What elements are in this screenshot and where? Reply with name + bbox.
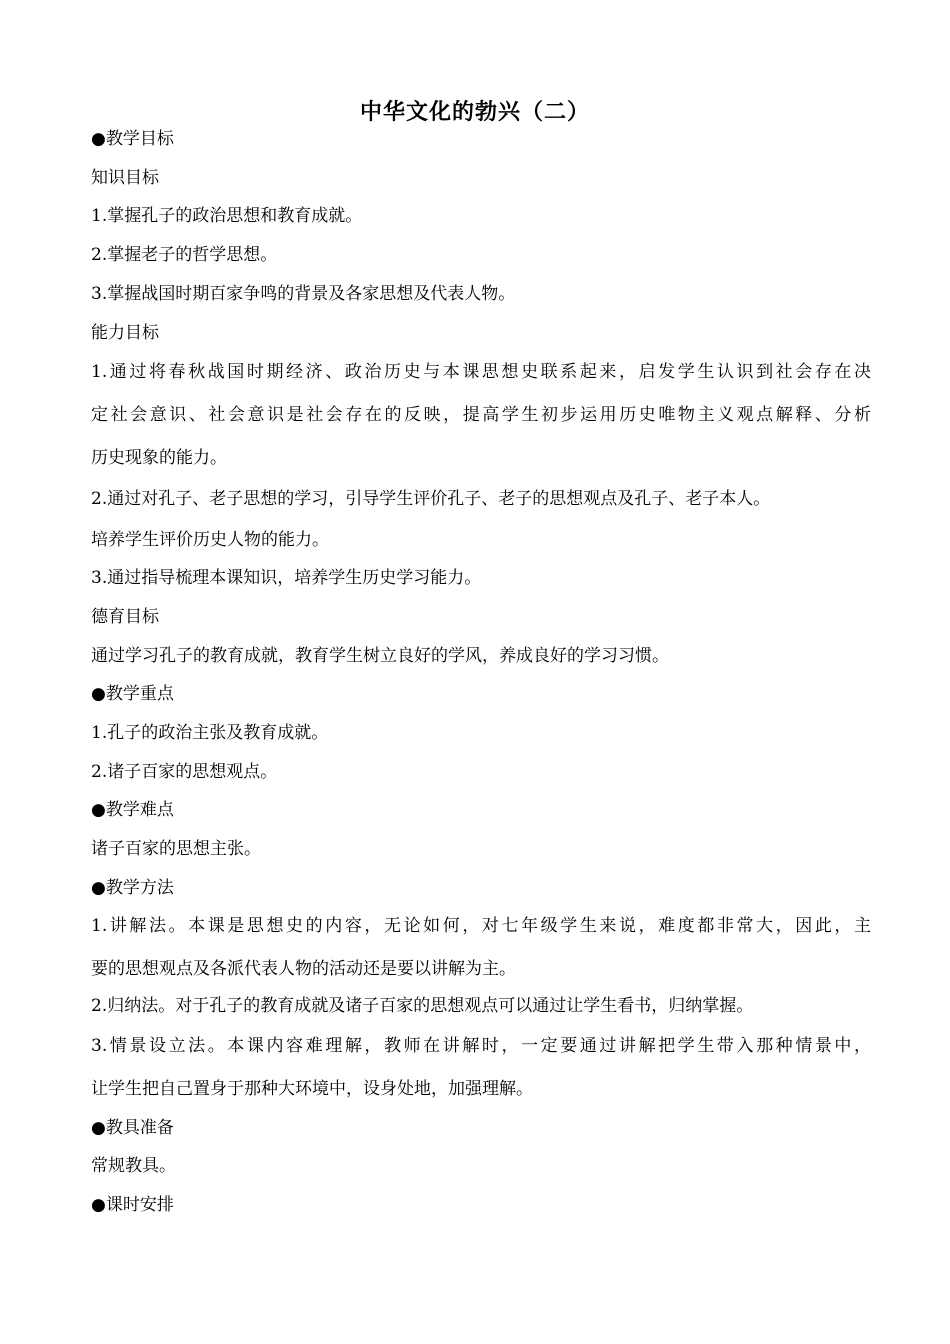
knowledge-goal-3: 3.掌握战国时期百家争鸣的背景及各家思想及代表人物。 xyxy=(91,284,516,304)
ability-goal-1-line-3: 历史现象的能力。 xyxy=(91,448,227,468)
knowledge-goal-2: 2.掌握老子的哲学思想。 xyxy=(91,245,278,265)
knowledge-goal-1: 1.掌握孔子的政治思想和教育成就。 xyxy=(91,206,363,226)
subheading-knowledge-goals: 知识目标 xyxy=(91,168,159,188)
section-heading-schedule: ●课时安排 xyxy=(91,1195,174,1215)
subheading-moral-goals: 德育目标 xyxy=(91,607,159,627)
difficulty-text: 诸子百家的思想主张。 xyxy=(91,839,261,859)
moral-goal-text: 通过学习孔子的教育成就，教育学生树立良好的学风，养成良好的学习习惯。 xyxy=(91,646,669,666)
ability-goal-3: 3.通过指导梳理本课知识，培养学生历史学习能力。 xyxy=(91,568,482,588)
method-3-line-1: 3.情景设立法。本课内容难理解，教师在讲解时，一定要通过讲解把学生带入那种情景中， xyxy=(91,1036,871,1056)
ability-goal-1-line-2: 定社会意识、社会意识是社会存在的反映，提高学生初步运用历史唯物主义观点解释、分析 xyxy=(91,405,871,425)
section-heading-teaching-aids: ●教具准备 xyxy=(91,1118,174,1138)
section-heading-key-points: ●教学重点 xyxy=(91,684,174,704)
section-heading-teaching-goals: ●教学目标 xyxy=(91,129,174,149)
key-point-1: 1.孔子的政治主张及教育成就。 xyxy=(91,723,329,743)
section-heading-difficulties: ●教学难点 xyxy=(91,800,174,820)
ability-goal-2-line-1: 2.通过对孔子、老子思想的学习，引导学生评价孔子、老子的思想观点及孔子、老子本人。 xyxy=(91,489,771,509)
ability-goal-2-line-2: 培养学生评价历史人物的能力。 xyxy=(91,530,329,550)
subheading-ability-goals: 能力目标 xyxy=(91,323,159,343)
method-3-line-2: 让学生把自己置身于那种大环境中，设身处地，加强理解。 xyxy=(91,1079,533,1099)
ability-goal-1-line-1: 1.通过将春秋战国时期经济、政治历史与本课思想史联系起来，启发学生认识到社会存在决 xyxy=(91,362,871,382)
key-point-2: 2.诸子百家的思想观点。 xyxy=(91,762,278,782)
page-title: 中华文化的勃兴（二） xyxy=(359,100,590,125)
teaching-aids-text: 常规教具。 xyxy=(91,1156,176,1176)
method-1-line-1: 1.讲解法。本课是思想史的内容，无论如何，对七年级学生来说，难度都非常大，因此，主 xyxy=(91,916,871,936)
section-heading-methods: ●教学方法 xyxy=(91,878,174,898)
method-1-line-2: 要的思想观点及各派代表人物的活动还是要以讲解为主。 xyxy=(91,959,516,979)
method-2: 2.归纳法。对于孔子的教育成就及诸子百家的思想观点可以通过让学生看书，归纳掌握。 xyxy=(91,996,754,1016)
